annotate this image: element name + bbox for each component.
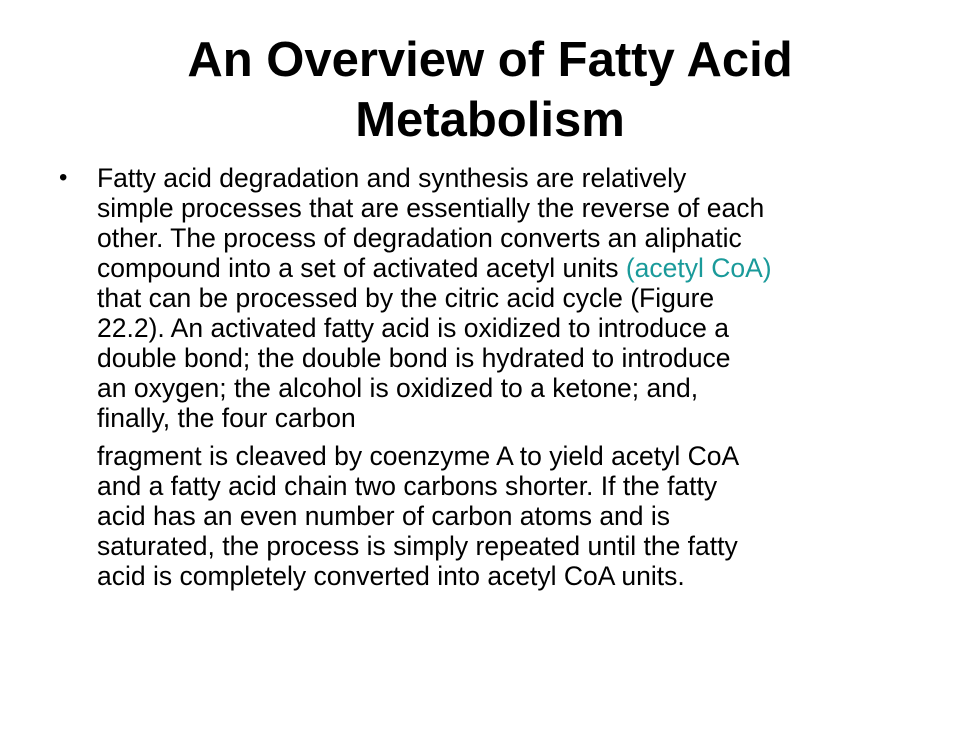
text-line: that can be processed by the citric acid cycle (Figure bbox=[97, 283, 715, 313]
text-line: 22.2). An activated fatty acid is oxidized to introduce a bbox=[97, 313, 729, 343]
bullet-icon: • bbox=[59, 164, 68, 191]
text-line: other. The process of degradation converts an aliphatic bbox=[97, 223, 742, 253]
acetyl-coa-highlight: (acetyl CoA) bbox=[625, 253, 772, 283]
slide-body bbox=[56, 163, 946, 591]
text-line: double bond; the double bond is hydrated to introduce bbox=[97, 343, 731, 373]
title-line: An Overview of Fatty Acid bbox=[187, 33, 793, 87]
paragraph-1 bbox=[97, 163, 946, 433]
text-line: an oxygen; the alcohol is oxidized to a ketone; and, bbox=[97, 373, 699, 403]
text-line: and a fatty acid chain two carbons shorter. If the fatty bbox=[97, 471, 718, 501]
text-segment: compound into a set of activated acetyl units bbox=[97, 253, 626, 283]
text-line: saturated, the process is simply repeated until the fatty bbox=[97, 531, 738, 561]
title-line: Metabolism bbox=[355, 93, 625, 147]
text-line: acid has an even number of carbon atoms and is bbox=[97, 501, 671, 531]
text-line: simple processes that are essentially the reverse of each bbox=[97, 193, 765, 223]
bullet-item bbox=[56, 163, 946, 591]
text-line: Fatty acid degradation and synthesis are relatively bbox=[97, 163, 687, 193]
text-line: fragment is cleaved by coenzyme A to yield acetyl CoA bbox=[97, 441, 740, 471]
paragraph-2 bbox=[97, 441, 946, 591]
text-line bbox=[97, 253, 946, 283]
text-line: finally, the four carbon bbox=[97, 403, 356, 433]
text-line: acid is completely converted into acetyl CoA units. bbox=[97, 561, 685, 591]
slide-title bbox=[60, 30, 920, 150]
